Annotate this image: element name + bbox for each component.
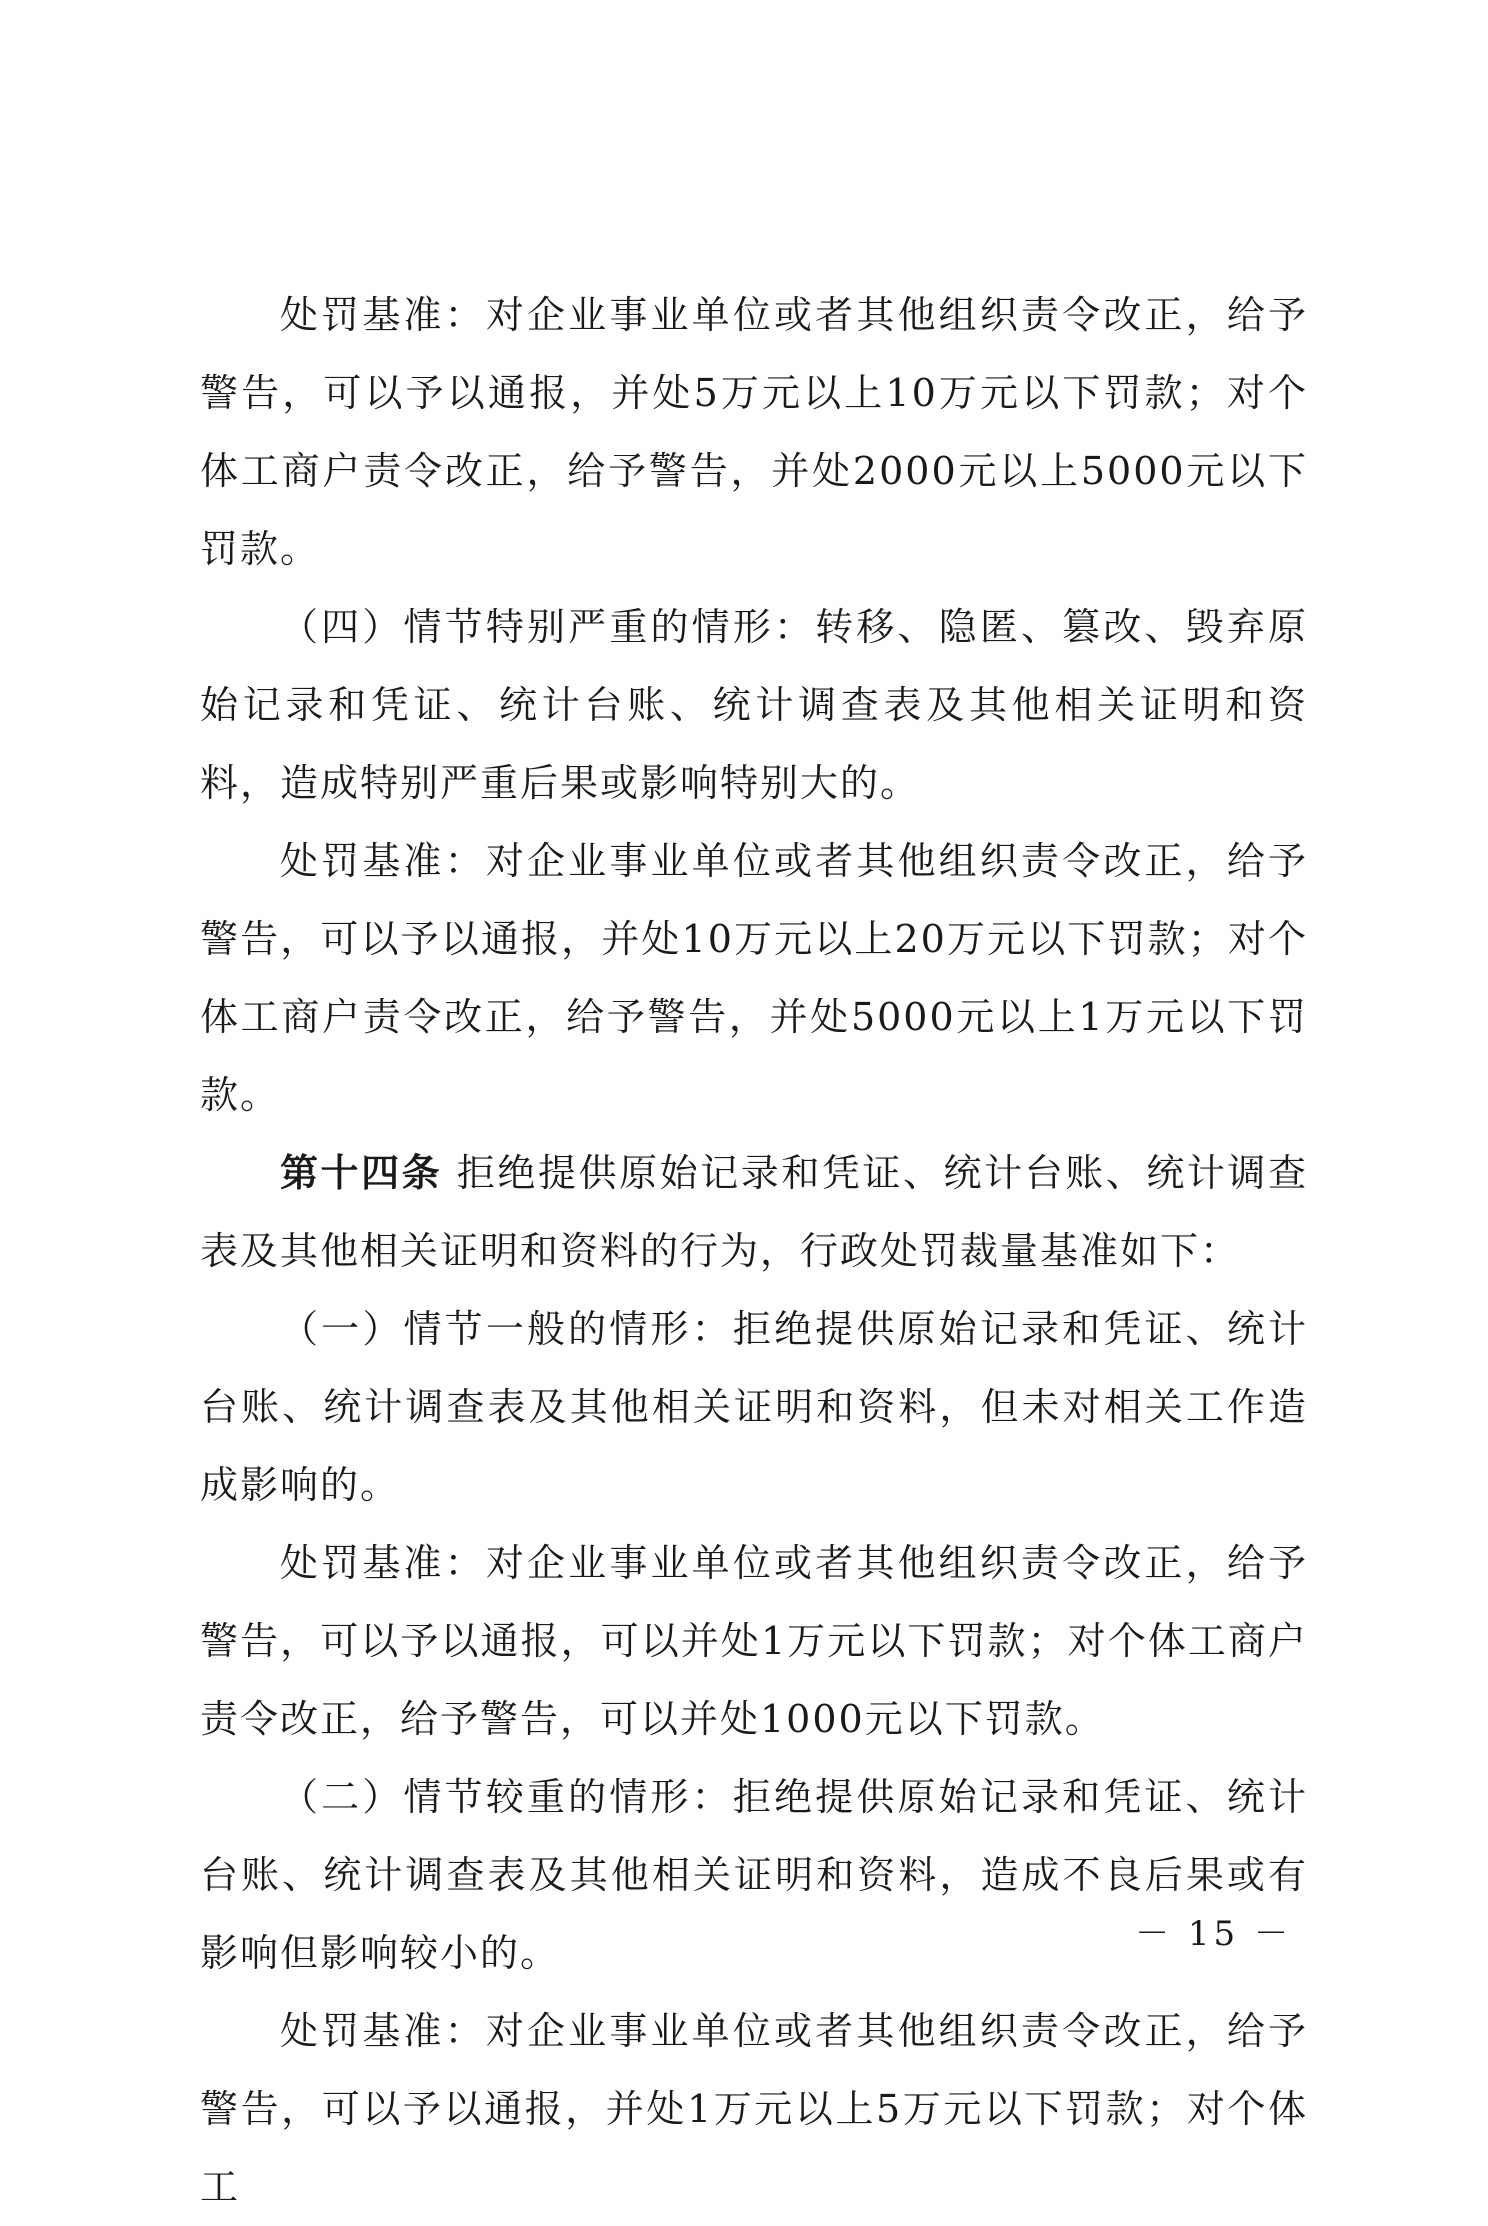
paragraph-penalty-standard-2: 处罚基准：对企业事业单位或者其他组织责令改正，给予警告，可以予以通报，并处10万元以上20万元以下罚款；对个体工商户责令改正，给予警告，并处5000元以上1万元以下罚款。 <box>200 839 1308 1117</box>
paragraph-case-2: （二）情节较重的情形：拒绝提供原始记录和凭证、统计台账、统计调查表及其他相关证明和资料，造成不良后果或有影响但影响较小的。 <box>200 1775 1308 1975</box>
paragraph-article-14: 第十四条 拒绝提供原始记录和凭证、统计台账、统计调查表及其他相关证明和资料的行为，行政处罚裁量基准如下： <box>200 1151 1308 1273</box>
page-number: － 15 － <box>1135 1914 1292 1954</box>
paragraph-penalty-standard-1: 处罚基准：对企业事业单位或者其他组织责令改正，给予警告，可以予以通报，并处5万元以上10万元以下罚款；对个体工商户责令改正，给予警告，并处2000元以上5000元以下罚款。 <box>200 293 1308 571</box>
article-heading: 第十四条 <box>280 1151 443 1195</box>
paragraph-penalty-standard-4: 处罚基准：对企业事业单位或者其他组织责令改正，给予警告，可以予以通报，并处1万元以上5万元以下罚款；对个体工 <box>200 2009 1308 2209</box>
paragraph-penalty-standard-3: 处罚基准：对企业事业单位或者其他组织责令改正，给予警告，可以予以通报，可以并处1万元以下罚款；对个体工商户责令改正，给予警告，可以并处1000元以下罚款。 <box>200 1541 1308 1741</box>
paragraph-case-4: （四）情节特别严重的情形：转移、隐匿、篡改、毁弃原始记录和凭证、统计台账、统计调查表及其他相关证明和资料，造成特别严重后果或影响特别大的。 <box>200 605 1308 805</box>
paragraph-case-1: （一）情节一般的情形：拒绝提供原始记录和凭证、统计台账、统计调查表及其他相关证明和资料，但未对相关工作造成影响的。 <box>200 1307 1308 1507</box>
